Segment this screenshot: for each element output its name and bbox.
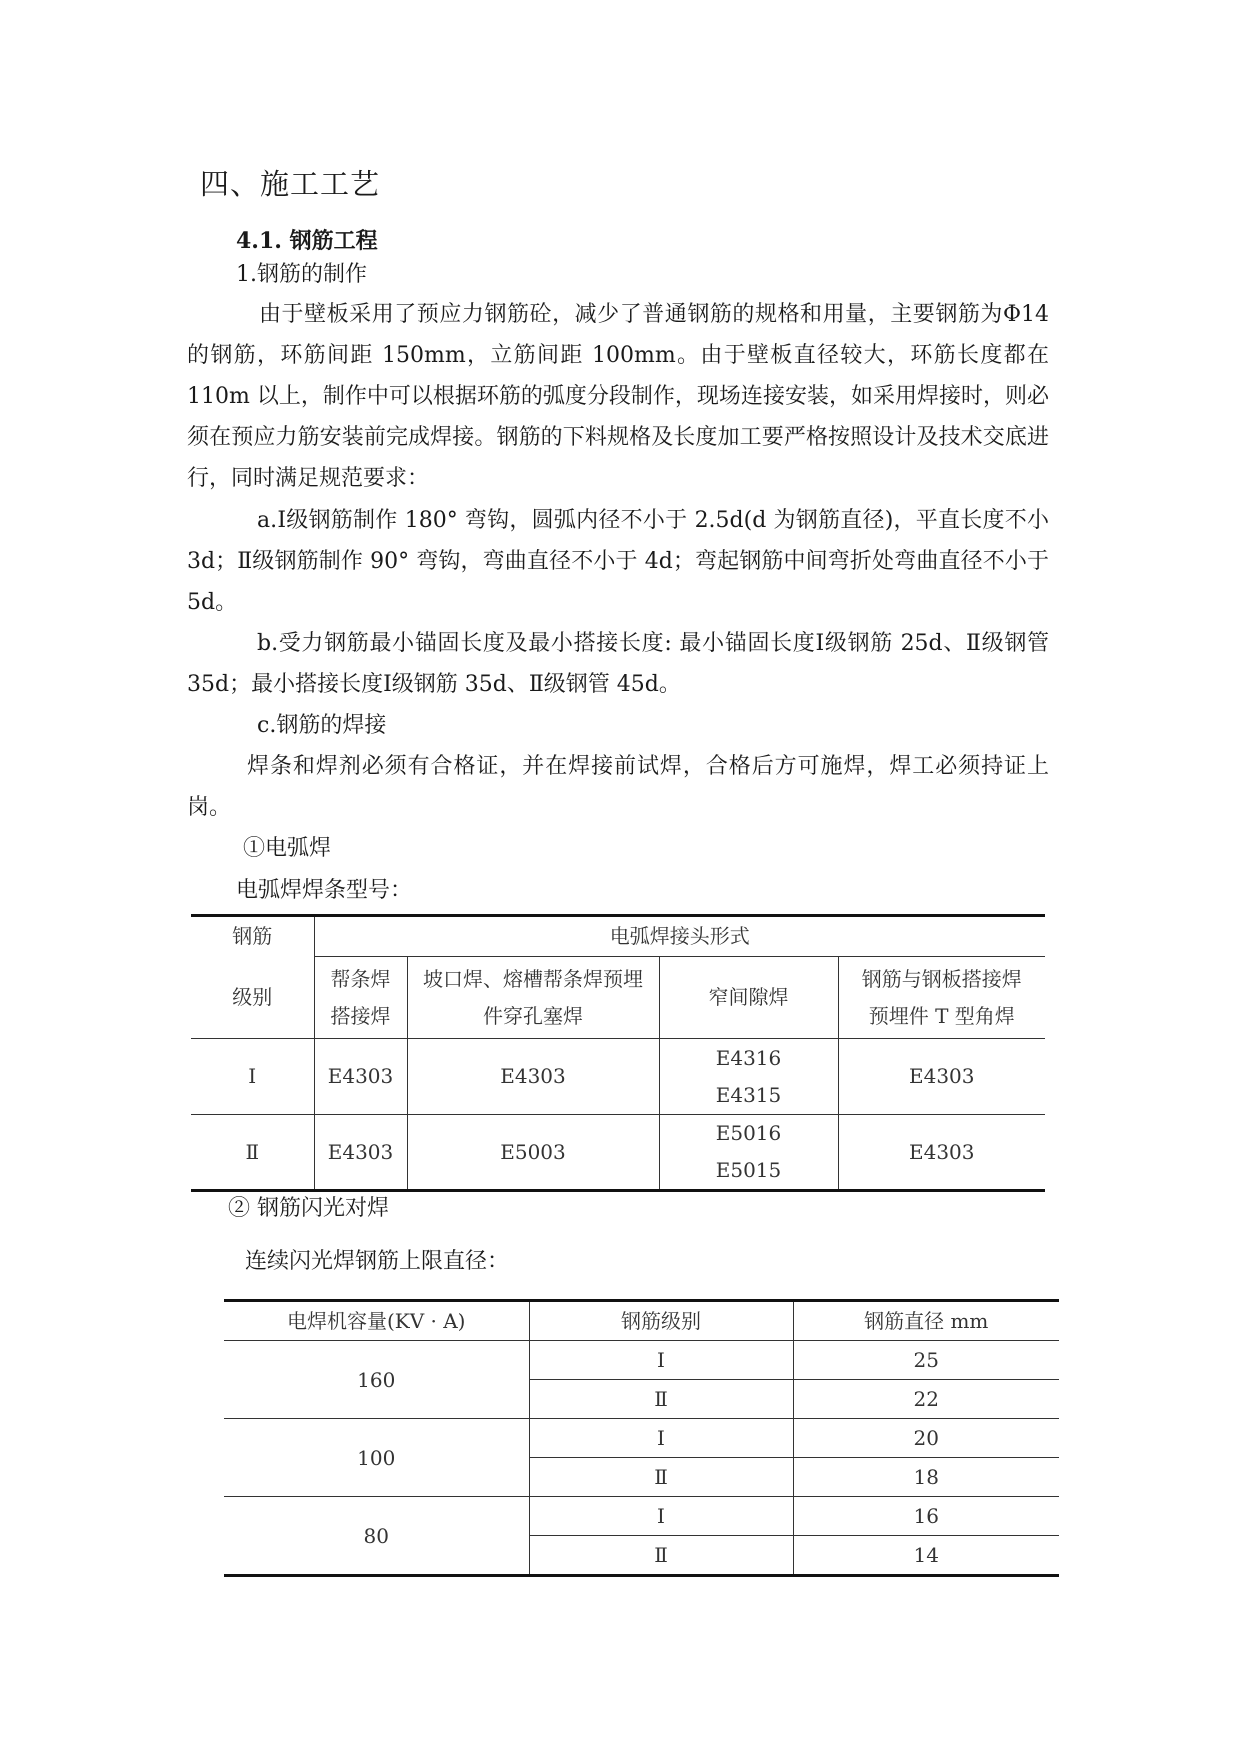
cell-diameter: 14 <box>793 1536 1059 1576</box>
cell: E5003 <box>407 1115 659 1191</box>
paragraph-rebar-fabrication: 由于壁板采用了预应力钢筋砼，减少了普通钢筋的规格和用量，主要钢筋为Φ14 的钢筋，环筋间距 150mm，立筋间距 100mm。由于壁板直径较大，环筋长度都在 110m 以上，制作中可以根据环筋的弧度分段制作，现场连接安装，如采用焊接时，则必须在预应力筋安装前完成焊接。钢筋的下料规格及长度加工要严格按照设计及技术交底进行，同时满足规范要求： <box>187 302 1049 491</box>
table1-caption: 电弧焊焊条型号： <box>236 878 413 903</box>
cell: E4303 <box>838 1115 1045 1191</box>
item-flash-butt-welding: ② 钢筋闪光对焊 <box>228 1196 389 1221</box>
paragraph-b-anchorage: b.受力钢筋最小锚固长度及最小搭接长度: 最小锚固长度Ⅰ级钢筋 25d、Ⅱ级钢管 35d；最小搭接长度Ⅰ级钢筋 35d、Ⅱ级钢管 45d。 <box>187 631 1049 697</box>
header-col-lap-weld: 帮条焊 搭接焊 <box>314 957 407 1039</box>
header-diameter: 钢筋直径 mm <box>793 1301 1059 1341</box>
cell-diameter: 16 <box>793 1497 1059 1536</box>
table-row <box>224 1497 1059 1536</box>
cell-grade: Ⅱ <box>529 1536 793 1576</box>
cell-grade: Ⅰ <box>191 1039 314 1115</box>
cell: E4303 <box>407 1039 659 1115</box>
cell-grade: Ⅰ <box>529 1419 793 1458</box>
cell-capacity: 160 <box>224 1341 529 1419</box>
item-arc-welding: ①电弧焊 <box>243 836 332 861</box>
header-rebar: 钢筋 <box>191 916 314 957</box>
cell: E4303 <box>838 1039 1045 1115</box>
subsection-title: 1.钢筋的制作 <box>236 262 367 287</box>
cell-diameter: 18 <box>793 1458 1059 1497</box>
table2-caption: 连续闪光焊钢筋上限直径： <box>245 1249 510 1274</box>
table-row <box>224 1419 1059 1458</box>
header-grade: 级别 <box>191 957 314 1039</box>
paragraph-a-hooks: a.Ⅰ级钢筋制作 180° 弯钩，圆弧内径不小于 2.5d(d 为钢筋直径)，平直长度不小 3d；Ⅱ级钢筋制作 90° 弯钩，弯曲直径不小于 4d；弯起钢筋中间弯折处弯曲直径不小于 5d。 <box>187 508 1049 615</box>
cell-grade: Ⅱ <box>191 1115 314 1191</box>
cell-grade: Ⅱ <box>529 1380 793 1419</box>
cell-grade: Ⅰ <box>529 1341 793 1380</box>
cell-diameter: 22 <box>793 1380 1059 1419</box>
table-row <box>224 1341 1059 1380</box>
header-joint-form: 电弧焊接头形式 <box>314 916 1045 957</box>
flash-welding-diameter-table <box>224 1299 1059 1577</box>
cell-grade: Ⅰ <box>529 1497 793 1536</box>
section-title: 4.1. 钢筋工程 <box>236 228 378 254</box>
cell: E4303 <box>314 1039 407 1115</box>
header-capacity: 电焊机容量(KV · A) <box>224 1301 529 1341</box>
page-heading: 四、施工工艺 <box>200 167 381 201</box>
header-col-t-weld: 钢筋与钢板搭接焊 预埋件 T 型角焊 <box>838 957 1045 1039</box>
header-col-narrow-gap: 窄间隙焊 <box>659 957 838 1039</box>
table-row <box>191 1039 1045 1115</box>
cell-diameter: 25 <box>793 1341 1059 1380</box>
cell: E4303 <box>314 1115 407 1191</box>
cell-grade: Ⅱ <box>529 1458 793 1497</box>
cell: E5016 E5015 <box>659 1115 838 1191</box>
cell-capacity: 80 <box>224 1497 529 1576</box>
paragraph-welding-requirements: 焊条和焊剂必须有合格证，并在焊接前试焊，合格后方可施焊，焊工必须持证上岗。 <box>187 754 1049 820</box>
cell-diameter: 20 <box>793 1419 1059 1458</box>
header-col-groove-weld: 坡口焊、熔槽帮条焊预埋 件穿孔塞焊 <box>407 957 659 1039</box>
arc-welding-electrode-table <box>191 914 1045 1192</box>
cell-capacity: 100 <box>224 1419 529 1497</box>
table-header-row <box>224 1301 1059 1341</box>
header-grade: 钢筋级别 <box>529 1301 793 1341</box>
paragraph-c-welding: c.钢筋的焊接 <box>257 713 387 738</box>
table-row <box>191 1115 1045 1191</box>
cell: E4316 E4315 <box>659 1039 838 1115</box>
